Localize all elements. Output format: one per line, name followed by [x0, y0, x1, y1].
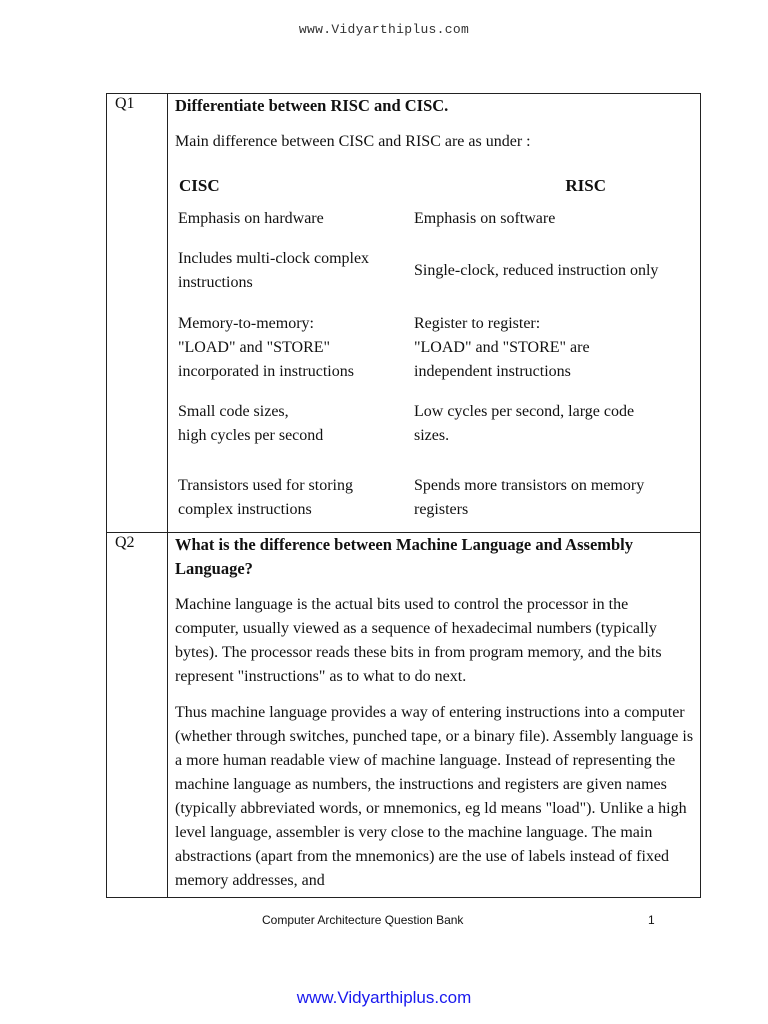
comparison-row: [175, 246, 694, 304]
risc-cell: Spends more transistors on memory registers: [414, 477, 645, 518]
risc-cell: Register to register: "LOAD" and "STORE" are independent instructions: [414, 315, 590, 380]
risc-cell: Low cycles per second, large code sizes.: [414, 403, 635, 444]
cisc-cell: Emphasis on hardware: [178, 210, 324, 227]
question-number: Q1: [115, 95, 135, 112]
header-url: www.Vidyarthiplus.com: [298, 22, 470, 37]
comparison-row: [175, 312, 694, 394]
question-row-q2: [107, 533, 701, 898]
risc-cell: Single-clock, reduced instruction only: [414, 262, 659, 279]
risc-heading: RISC: [565, 176, 606, 195]
cisc-cell: Transistors used for storing complex instructions: [178, 477, 353, 518]
question-title: Differentiate between RISC and CISC.: [175, 96, 449, 115]
answer-paragraph: Machine language is the actual bits used to control the processor in the computer, usually viewed as a sequence of hexadecimal numbers (typically bytes). The processor reads these bits in from program memory, and the bits represent "instructions" as to what to do next.: [175, 596, 662, 685]
question-number-cell: [107, 94, 168, 533]
cisc-cell: Includes multi-clock complex instructions: [178, 250, 370, 291]
question-title: What is the difference between Machine Language and Assembly Language?: [175, 535, 634, 578]
comparison-row: [175, 400, 694, 458]
site-link[interactable]: www.Vidyarthiplus.com: [296, 988, 472, 1007]
cisc-cell: Memory-to-memory: "LOAD" and "STORE" incorporated in instructions: [178, 315, 354, 380]
question-table: [106, 93, 701, 898]
comparison-row: [175, 204, 694, 242]
comparison-intro: Main difference between CISC and RISC are as under :: [175, 133, 531, 150]
footer-title: Computer Architecture Question Bank: [262, 913, 464, 927]
cisc-heading: CISC: [179, 176, 220, 195]
comparison-rows: [175, 204, 694, 532]
bottom-link-container: [0, 988, 768, 1008]
comparison-header: [175, 174, 694, 198]
page-number: 1: [648, 913, 655, 927]
answer-paragraph: Thus machine language provides a way of entering instructions into a computer (whether through switches, punched tape, or a binary file). Assembly language is a more human readable view of machine language. Instead of representing the machine language as numbers, the instructions and registers are given names (typically abbreviated words, or mnemonics, eg ld means "load"). Unlike a high level language, assembler is very close to the machine language. The main abstractions (apart from the mnemonics) are the use of labels instead of fixed memory addresses, and: [175, 704, 694, 889]
question-number-cell: [107, 533, 168, 898]
question-row-q1: [107, 94, 701, 533]
question-body: [168, 94, 701, 533]
risc-cell: Emphasis on software: [414, 210, 556, 227]
question-body: [168, 533, 701, 898]
cisc-cell: Small code sizes, high cycles per second: [178, 403, 324, 444]
comparison-row: [175, 474, 694, 532]
question-number: Q2: [115, 534, 135, 551]
